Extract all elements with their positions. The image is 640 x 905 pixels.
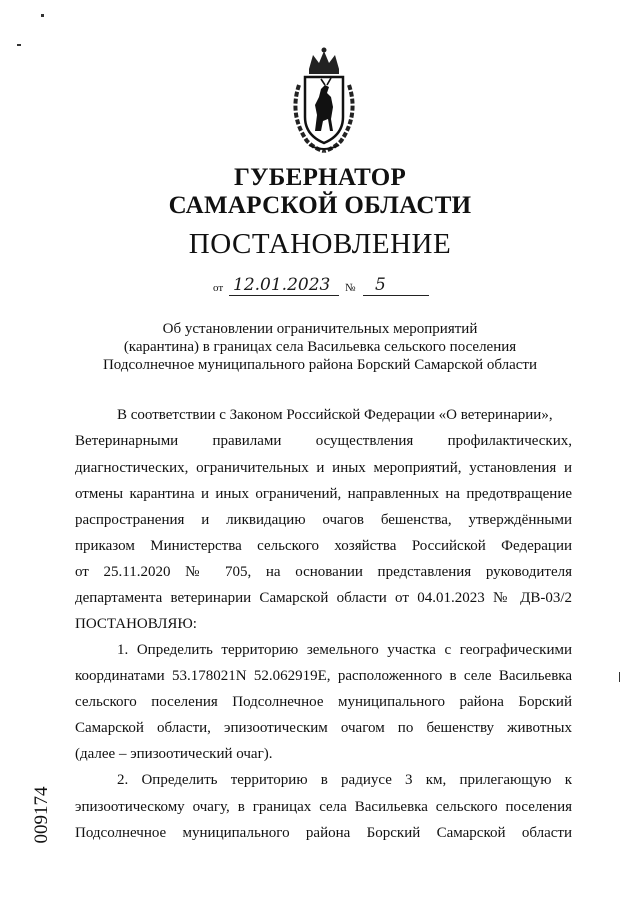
body-line: приказом Министерства сельского хозяйства Российской Федерации (75, 538, 572, 554)
subject-line-2: (карантина) в границах села Васильевка сельского поселения (123, 339, 517, 355)
coat-of-arms-emblem (285, 45, 363, 153)
date-underline (229, 295, 339, 296)
body-line: Ветеринарными правилами осуществления профилактических, (75, 433, 572, 449)
body-line: эпизоотическому очагу, в границах села Васильевка сельского поселения (75, 799, 572, 815)
registration-number: 009174 (31, 786, 52, 844)
handwritten-number: 5 (375, 275, 386, 295)
date-number-line (213, 276, 443, 298)
issuer-title: ГУБЕРНАТОР (233, 164, 407, 191)
body-line: В соответствии с Законом Российской Федерации «О ветеринарии», (117, 407, 553, 423)
scan-speck (619, 672, 620, 682)
body-line: сельского поселения Подсолнечное муниципального района Борский (75, 694, 572, 710)
body-line: отмены карантина и иных ограничений, направленных на предотвращение (75, 486, 572, 502)
registration-stamp (22, 770, 62, 860)
body-line: 1. Определить территорию земельного участка с географическими (117, 642, 572, 658)
body-line: департамента ветеринарии Самарской области от 04.01.2023 № ДВ-03/2 (75, 590, 572, 606)
resolution-heading: ПОСТАНОВЛЯЮ: (75, 616, 197, 632)
issuer-region: САМАРСКОЙ ОБЛАСТИ (168, 192, 472, 219)
date-label: от (213, 282, 224, 294)
body-line: 2. Определить территорию в радиусе 3 км, прилегающую к (117, 772, 572, 788)
subject-line-1: Об установлении ограничительных мероприятий (162, 321, 478, 337)
number-underline (363, 295, 429, 296)
number-label: № (345, 282, 356, 294)
body-line: Подсолнечное муниципального района Борский Самарской области (75, 825, 572, 841)
handwritten-date: 12.01.2023 (233, 275, 331, 295)
body-line: распространения и ликвидацию очагов бешенства, утверждёнными (75, 512, 572, 528)
subject-line-3: Подсолнечное муниципального района Борский Самарской области (102, 357, 538, 373)
body-line: Самарской области, эпизоотическим очагом по бешенству животных (75, 720, 572, 736)
body-line: диагностических, ограничительных и иных мероприятий, установления и (75, 460, 572, 476)
body-line: координатами 53.178021N 52.062919E, расположенного в селе Васильевка (75, 668, 572, 684)
body-line: (далее – эпизоотический очаг). (75, 746, 273, 762)
document-type-title: ПОСТАНОВЛЕНИЕ (188, 228, 452, 260)
scan-speck (41, 14, 44, 17)
scan-speck (17, 44, 21, 46)
body-line: от 25.11.2020 № 705, на основании представления руководителя (75, 564, 572, 580)
